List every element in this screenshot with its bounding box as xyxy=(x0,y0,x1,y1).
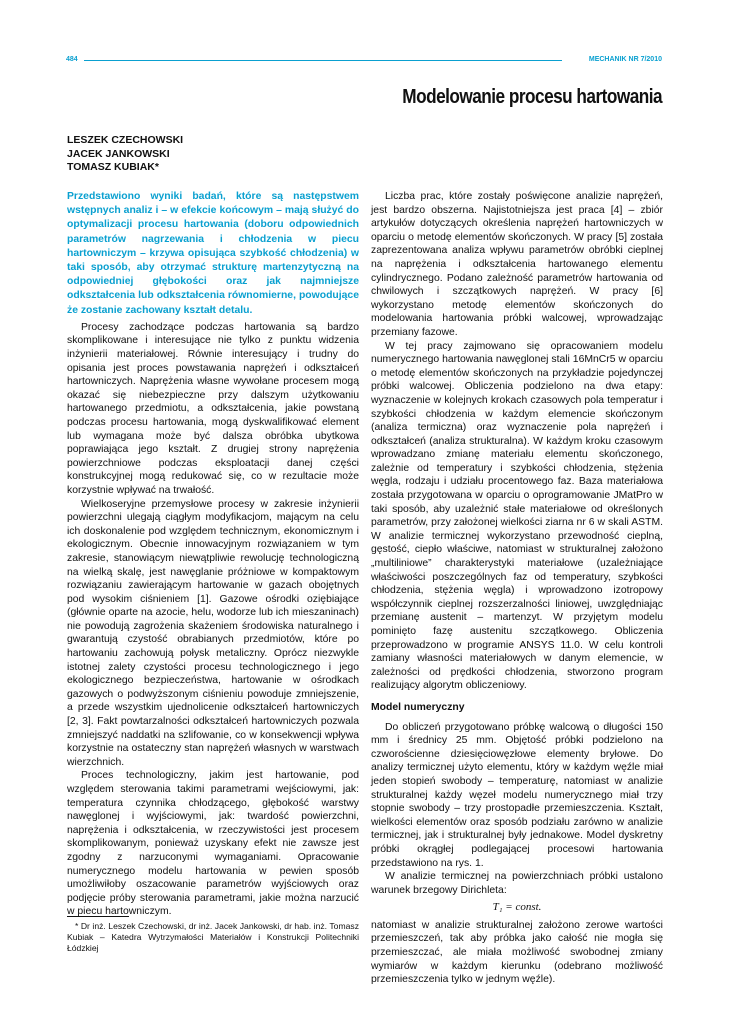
footnote-rule xyxy=(67,916,129,917)
author-name: TOMASZ KUBIAK* xyxy=(67,161,159,174)
author-name: JACEK JANKOWSKI xyxy=(67,147,170,160)
body-paragraph: Liczba prac, które zostały poświęcone analizie naprężeń, jest bardzo obszerna. Najistotniejsza jest praca [4] – zbiór artykułów dotyczących określenia naprężeń hartowniczych w oparciu o metodę elementów skończonych. W pracy [5] została zaprezentowana analiza wpływu parametrów obróbki cieplnej na naprężenia i odkształcenia hartowanego elementu cylindrycznego. Podano zależność parametrów hartowania od chwilowych i szczątkowych naprężeń. W pracy [6] wykorzystano metodę elementów skończonych do modelowania hartowania próbki walcowej, wprowadzając przemiany fazowe. xyxy=(371,191,663,338)
article-title: Modelowanie procesu hartowania xyxy=(402,86,662,108)
equation-text: T₁ = const. xyxy=(492,901,542,914)
author-name: LESZEK CZECHOWSKI xyxy=(67,134,184,146)
right-column xyxy=(371,190,663,987)
body-paragraph: W tej pracy zajmowano się opracowaniem modelu numerycznego hartowania nawęglonej stali 16MnCr5 w oparciu o metodę elementów skończonych na przykładzie pojedynczej próbki walcowej. Obliczenia podzielono na dwa etapy: wyznaczenie w kolejnych krokach czasowych pola temperatur i szybkości chłodzenia w każdym elemencie skończonym (analiza termiczna) oraz wyznaczenie pola naprężeń i odkształceń (analiza strukturalna). W każdym kroku czasowym wprowadzano zmianę materiału elementu skończonego, zależnie od temperatury i szybkości chłodzenia, stężenia węgla, rodzaju i udziału procentowego faz. Baza materiałowa została przygotowana w oparciu o oprogramowanie JMatPro w taki sposób, aby uzależnić stałe materiałowe od określonych parametrów, przy założonej wielkości ziarna nr 6 w skali ASTM. W analizie termicznej wykorzystano przewodność cieplną, gęstość, ciepło właściwe, natomiast w strukturalnej założono „multiliniowe” charakterystyki materiałowe (uzależniające właściwości poszczególnych faz od temperatury, szybkości chłodzenia, stężenia węgla) i wprowadzono izotropowy współczynnik cieplnej rozszerzalności liniowej, uwzględniając przemianę austenit – martenzyt. W przyjętym modelu pominięto fazę austenitu szczątkowego. Obliczenia przeprowadzono w programie ANSYS 11.0. W celu kontroli zamiany własności materiałowych w danym elemencie, w zależności od prędkości chłodzenia, stworzono program realizujący algorytm obliczeniowy. xyxy=(371,340,663,692)
abstract: Przedstawiono wyniki badań, które są następstwem wstępnych analiz i – w efekcie końcowym – mają służyć do optymalizacji procesu hartowania (doboru odpowiednich parametrów nagrzewania i chłodzenia w piecu hartowniczym – krzywa opisująca szybkość chłodzenia) w taki sposób, aby otrzymać strukturę martenzytyczną na odpowiedniej głębokości oraz jak najmniejsze odkształcenia lub odkształcenia równomierne, powodujące że zostanie zachowany kształt detalu. xyxy=(67,191,359,316)
header-rule xyxy=(84,60,562,61)
page-number: 484 xyxy=(66,56,78,63)
equation xyxy=(371,901,663,915)
author-list xyxy=(67,134,183,175)
body-paragraph: Wielkoseryjne przemysłowe procesy w zakresie inżynierii powierzchni ulegają ciągłym modyfikacjom, mającym na celu ich doskonalenie pod względem technicznym, ekonomicznym i ekologicznym. Obecnie innowacyjnym rozwiązaniem w tym zakresie, stanowiącym niewątpliwie rewolucję technologiczną na wielką skalę, jest nawęglanie próżniowe w kompaktowym rozwiązaniu zawierającym hartowanie w gazach obojętnych pod wysokim ciśnieniem [1]. Gazowe ośrodki oziębiające (głównie oparte na azocie, helu, wodorze lub ich mieszaninach) nie powodują zagrożenia skażeniem środowiska naturalnego i gwarantują czystość obrabianych przedmiotów, które po hartowaniu zachowują połysk metaliczny. Oprócz niezwykle istotnej zalety czystości procesu technologicznego i jego ekologicznego bezpieczeństwa, hartowanie w ośrodkach gazowych o podwyższonym ciśnieniu powoduje zmniejszenie, a przede wszystkim ujednolicenie odkształceń hartowniczych [2, 3]. Fakt powtarzalności odkształceń hartowniczych pozwala zmniejszyć naddatki na szlifowanie, co w konsekwencji wpływa korzystnie na ostateczny stan naprężeń własnych w warstwach wierzchnich. xyxy=(67,498,359,768)
body-paragraph: Do obliczeń przygotowano próbkę walcową o długości 150 mm i średnicy 25 mm. Objętość próbki podzielono na czworościenne dziesięciowęzłowe elementy bryłowe. Do analizy termicznej użyto elementu, który w każdym węźle miał jeden stopień swobody – temperaturę, natomiast w analizie strukturalnej każdy węzeł modelu numerycznego miał trzy stopnie swobody – trzy prostopadłe przemieszczenia. Kształt, wielkości elementów oraz sposób podziału zarówno w analizie termicznej, jak i strukturalnej były jednakowe. Model dyskretny próbki okrągłej podlegającej procesowi hartowania przedstawiono na rys. 1. xyxy=(371,721,663,869)
page-header xyxy=(66,56,662,70)
body-paragraph: W analizie termicznej na powierzchniach próbki ustalono warunek brzegowy Dirichleta: xyxy=(371,871,663,896)
left-column xyxy=(67,190,359,919)
footnote: * Dr inż. Leszek Czechowski, dr inż. Jacek Jankowski, dr hab. inż. Tomasz Kubiak – Katedra Wytrzymałości Materiałów i Konstrukcji Politechniki Łódzkiej xyxy=(67,921,359,953)
section-heading: Model numeryczny xyxy=(371,701,465,713)
body-paragraph: natomiast w analizie strukturalnej założono zerowe wartości przemieszczeń, tak aby próbka jako całość nie mogła się przemieszczać, ale miała możliwość swobodnej zmiany wymiarów w każdym kierunku (odebrano możliwość przemieszczenia tylko w jednym węźle). xyxy=(371,919,663,986)
journal-name: MECHANIK NR 7/2010 xyxy=(588,56,662,63)
body-paragraph: Proces technologiczny, jakim jest hartowanie, pod względem sterowania takimi parametrami wejściowymi, jak: temperatura czynnika chłodzącego, głębokość warstwy nawęglonej i wyjściowymi, jak: twardość powierzchni, naprężenia i odkształcenia, w rzeczywistości jest procesem skomplikowanym, ponieważ uzyskany efekt nie zawsze jest zgodny z narzuconymi wymaganiami. Opracowanie numerycznego modelu hartowania w pewien sposób umożliwiłoby oszacowanie parametrów wyjściowych oraz podjęcie próby sterowania parametrami, jakie można narzucić w piecu hartowniczym. xyxy=(67,770,359,918)
body-paragraph: Procesy zachodzące podczas hartowania są bardzo skomplikowane i interesujące nie tylko z punktu widzenia inżynierii materiałowej. Równie interesujący i trudny do opisania jest proces powstawania naprężeń i odkształceń hartowniczych. Naprężenia własne wywołane procesem mogą okazać się niebezpieczne przy dalszym użytkowaniu hartowanego przedmiotu, a odkształcenia, jakie powstaną podczas procesu hartowania, mogą dyskwalifikować element lub wymagana może być dalsza obróbka ubytkowa poprawiająca jego kształt. Z drugiej strony naprężenia powierzchniowe podczas eksploatacji danej części konstrukcyjnej mogą redukować się, co w rezultacie może korzystnie wpływać na trwałość. xyxy=(67,321,359,496)
